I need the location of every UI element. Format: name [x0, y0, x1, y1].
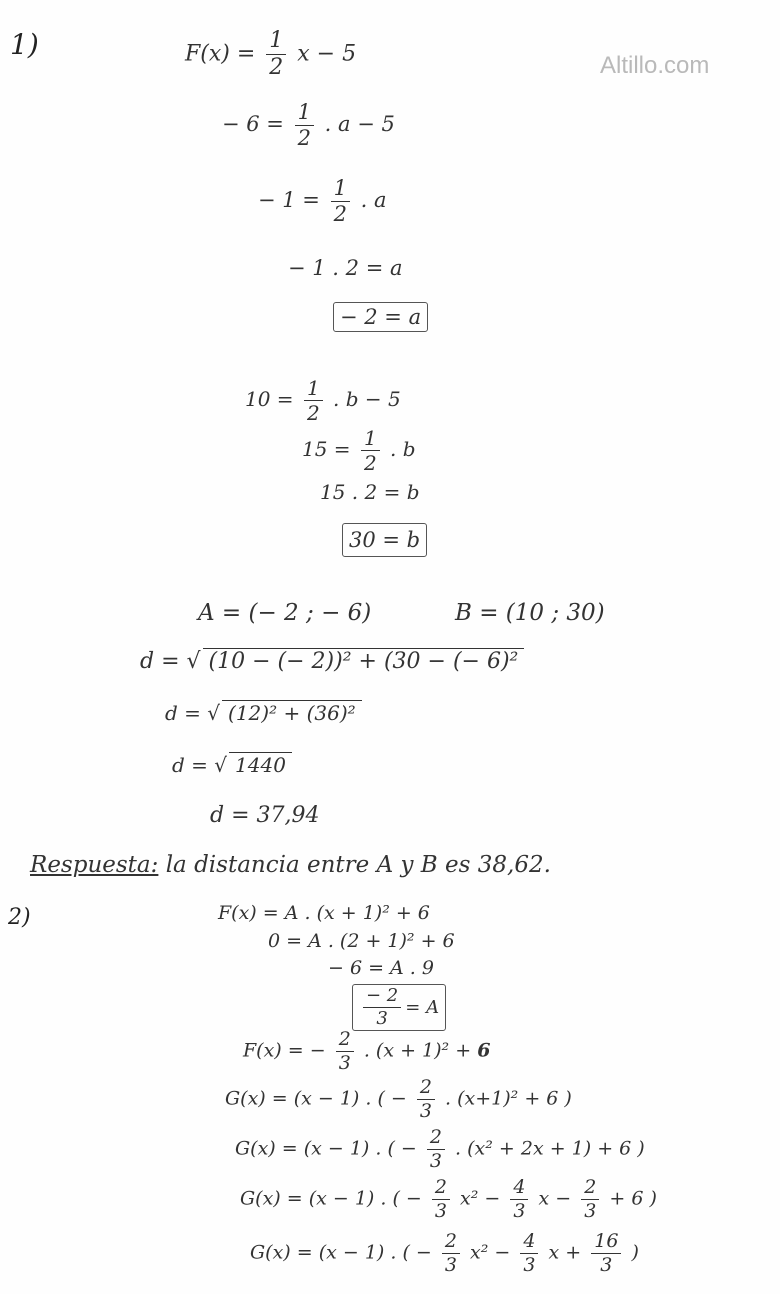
- p2-line-6: G(x) = (x − 1) . ( − $\frac{2}{3}$ . (x+1)² + 6 ): [225, 1076, 572, 1122]
- equation-line-4: − 1 . 2 = a: [288, 256, 403, 280]
- fraction: $\frac{1}{2}$: [361, 428, 380, 473]
- fraction: $\frac{2}{3}$: [432, 1178, 450, 1221]
- equation-line-6: 10 = $\frac{1}{2}$ . b − 5: [245, 376, 401, 425]
- fraction: $\frac{2}{3}$: [427, 1128, 445, 1171]
- fraction: $\frac{4}{3}$: [520, 1232, 538, 1275]
- equation-line-8: 15 . 2 = b: [320, 480, 420, 504]
- p2-line-3: − 6 = A . 9: [328, 957, 434, 979]
- distance-result: d = 37,94: [210, 803, 320, 828]
- fraction: $\frac{1}{2}$: [266, 30, 286, 79]
- fraction: $\frac{1}{2}$: [295, 102, 314, 149]
- eq-rhs: x − 5: [297, 41, 357, 67]
- distance-line-2: d = √ (12)² + (36)²: [165, 700, 362, 725]
- p2-line-2: 0 = A . (2 + 1)² + 6: [268, 930, 455, 952]
- point-b: B = (10 ; 30): [455, 600, 605, 626]
- fraction: $\frac{2}{3}$: [442, 1232, 460, 1275]
- equation-line-3: − 1 = $\frac{1}{2}$ . a: [258, 176, 387, 226]
- equation-line-7: 15 = $\frac{1}{2}$ . b: [302, 426, 416, 475]
- p2-boxed-A: $\frac{- 2}{3}$ = A: [352, 984, 446, 1031]
- p2-line-7: G(x) = (x − 1) . ( − $\frac{2}{3}$ . (x² + 2x + 1) + 6 ): [235, 1126, 645, 1172]
- fraction: $\frac{1}{2}$: [331, 178, 350, 225]
- p2-line-8: G(x) = (x − 1) . ( − $\frac{2}{3}$ x² − $\frac{4}{3}$ x − $\frac{2}{3}$ + 6 ): [240, 1176, 657, 1222]
- sqrt-icon: √: [214, 753, 228, 777]
- sqrt-icon: √: [186, 649, 201, 674]
- distance-line-1: d = √ (10 − (− 2))² + (30 − (− 6)²: [140, 648, 524, 674]
- fraction: $\frac{2}{3}$: [336, 1030, 354, 1073]
- fraction: $\frac{1}{2}$: [304, 378, 323, 423]
- eq-lhs: F(x) =: [185, 41, 256, 67]
- answer-line: [30, 852, 551, 878]
- fraction: $\frac{2}{3}$: [581, 1178, 599, 1221]
- boxed-result-b: 30 = b: [342, 528, 427, 552]
- problem-number-1: 1): [10, 28, 39, 61]
- fraction: $\frac{- 2}{3}$: [363, 987, 401, 1028]
- fraction: $\frac{2}{3}$: [417, 1078, 435, 1121]
- p2-line-9: G(x) = (x − 1) . ( − $\frac{2}{3}$ x² − $\frac{4}{3}$ x + $\frac{16}{3}$ ): [250, 1230, 639, 1276]
- distance-line-3: d = √ 1440: [172, 752, 292, 777]
- watermark: Altillo.com: [600, 52, 710, 79]
- equation-line-2: − 6 = $\frac{1}{2}$ . a − 5: [222, 100, 395, 150]
- fraction: $\frac{16}{3}$: [591, 1232, 621, 1275]
- boxed-result-a: − 2 = a: [333, 305, 428, 329]
- answer-label: Respuesta:: [30, 852, 159, 878]
- point-a: A = (− 2 ; − 6): [198, 600, 372, 626]
- equation-line-1: [185, 30, 356, 79]
- answer-text: la distancia entre A y B es 38,62.: [165, 852, 551, 878]
- sqrt-icon: √: [207, 701, 221, 725]
- p2-line-1: F(x) = A . (x + 1)² + 6: [218, 902, 430, 924]
- problem-number-2: 2): [8, 905, 31, 930]
- p2-line-5: F(x) = − $\frac{2}{3}$ . (x + 1)² + 6: [243, 1028, 491, 1074]
- fraction: $\frac{4}{3}$: [510, 1178, 528, 1221]
